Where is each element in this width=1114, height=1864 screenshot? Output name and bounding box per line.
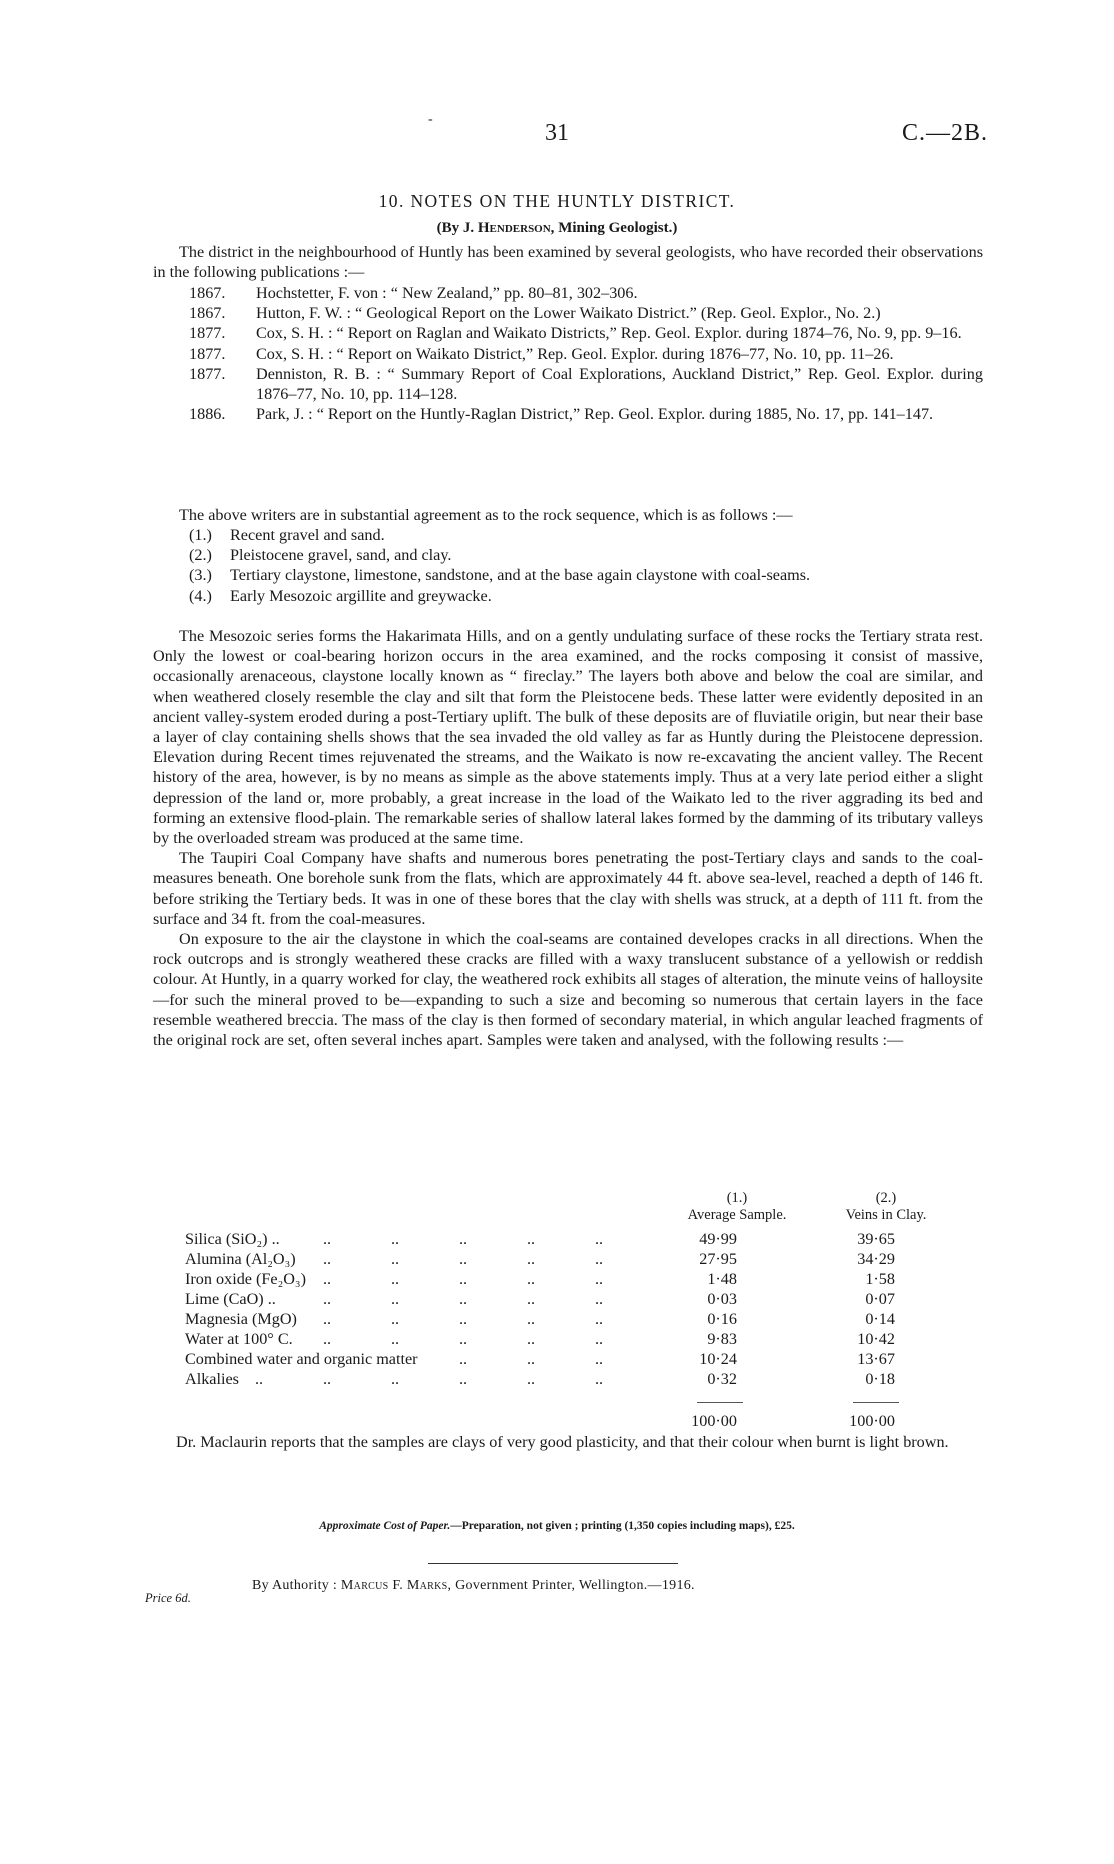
sequence-item <box>153 586 983 606</box>
sum-rule-2 <box>853 1402 899 1403</box>
row-label: Silica (SiO₂) .. <box>185 1230 280 1248</box>
leader-dots: .. <box>323 1290 332 1308</box>
row-label: Alkalies <box>185 1370 239 1388</box>
page-number: 31 <box>545 120 569 146</box>
leader-dots: .. <box>323 1310 332 1328</box>
value-average: 0·03 <box>707 1290 737 1308</box>
leader-dots: .. <box>527 1350 536 1368</box>
leader-dots: .. <box>527 1250 536 1268</box>
sequence-intro-text: The above writers are in substantial agreement as to the rock sequence, which is as follows :— <box>179 506 793 524</box>
cost-text: —Preparation, not given ; printing (1,350 copies including maps), £25. <box>450 1520 795 1532</box>
leader-dots: .. <box>255 1370 264 1388</box>
reference-item <box>153 404 983 424</box>
sequence-text: Early Mesozoic argillite and greywacke. <box>230 586 492 605</box>
total-row <box>185 1412 985 1432</box>
leader-dots: .. <box>459 1290 468 1308</box>
reference-text: Park, J. : “ Report on the Huntly-Raglan District,” Rep. Geol. Explor. during 1885, No. 17, pp. 141–147. <box>256 405 934 424</box>
author-role: Mining Geologist.) <box>558 220 678 236</box>
table-row <box>185 1270 985 1290</box>
sequence-number: (1.) <box>189 526 212 544</box>
reference-item <box>153 364 983 404</box>
table-row <box>185 1330 985 1350</box>
value-veins: 1·58 <box>865 1270 895 1288</box>
reference-text: Cox, S. H. : “ Report on Waikato District,” Rep. Geol. Explor. during 1876–77, No. 10, pp. 11–26. <box>256 344 894 363</box>
reference-item <box>153 303 983 323</box>
table-row <box>185 1350 985 1370</box>
sequence-item <box>153 545 983 565</box>
column-label: Average Sample. <box>687 1207 787 1223</box>
leader-dots: .. <box>595 1270 604 1288</box>
cost-note <box>0 1520 1114 1532</box>
leader-dots: .. <box>527 1310 536 1328</box>
sequence-text: Tertiary claystone, limestone, sandstone, and at the base again claystone with coal-seams. <box>230 566 811 585</box>
reference-year: 1886. <box>189 405 226 424</box>
reference-item <box>153 344 983 364</box>
sum-rule-1 <box>697 1402 743 1403</box>
reference-text: Denniston, R. B. : “ Summary Report of Coal Explorations, Auckland District,” Rep. Geol. Explor. during 1876–77, No. 10, pp. 114–128. <box>256 364 983 404</box>
authority-prefix: By Authority : <box>252 1578 338 1593</box>
leader-dots: .. <box>527 1370 536 1388</box>
table-row <box>185 1310 985 1330</box>
total-average: 100·00 <box>691 1412 737 1430</box>
article-byline <box>0 220 1114 237</box>
reference-list <box>153 283 983 424</box>
leader-dots: .. <box>391 1310 400 1328</box>
leader-dots: .. <box>391 1290 400 1308</box>
leader-dots: .. <box>459 1230 468 1248</box>
printer-name: Marcus F. Marks, <box>340 1578 452 1593</box>
leader-dots: .. <box>459 1250 468 1268</box>
leader-dots: .. <box>595 1350 604 1368</box>
value-veins: 39·65 <box>857 1230 895 1248</box>
authority-suffix: Government Printer, Wellington.—1916. <box>455 1578 695 1593</box>
leader-dots: .. <box>527 1230 536 1248</box>
value-average: 27·95 <box>699 1250 737 1268</box>
table-row <box>185 1230 985 1250</box>
article-title: 10. NOTES ON THE HUNTLY DISTRICT. <box>378 191 736 211</box>
sequence-intro <box>153 505 983 525</box>
leader-dots: .. <box>323 1230 332 1248</box>
column-header-1 <box>667 1190 807 1224</box>
reference-item <box>153 323 983 343</box>
price-note: Price 6d. <box>145 1591 191 1605</box>
column-number: (1.) <box>726 1190 748 1206</box>
value-veins: 0·14 <box>865 1310 895 1328</box>
leader-dots: .. <box>459 1310 468 1328</box>
value-average: 0·16 <box>707 1310 737 1328</box>
reference-year: 1877. <box>189 364 226 383</box>
leader-dots: .. <box>391 1330 400 1348</box>
leader-dots: .. <box>595 1310 604 1328</box>
value-average: 49·99 <box>699 1230 737 1248</box>
sequence-item <box>153 565 983 585</box>
body-paragraphs <box>153 626 983 1050</box>
value-average: 0·32 <box>707 1370 737 1388</box>
leader-dots: .. <box>391 1230 400 1248</box>
table-row <box>185 1290 985 1310</box>
leader-dots: .. <box>527 1290 536 1308</box>
value-average: 9·83 <box>707 1330 737 1348</box>
reference-text: Hutton, F. W. : “ Geological Report on the Lower Waikato District.” (Rep. Geol. Explor., No. 2.) <box>256 304 881 323</box>
sequence-number: (3.) <box>189 566 212 585</box>
leader-dots: .. <box>527 1330 536 1348</box>
leader-dots: .. <box>459 1370 468 1388</box>
leader-dots: .. <box>595 1370 604 1388</box>
table-row <box>185 1370 985 1390</box>
reference-text: Cox, S. H. : “ Report on Raglan and Waikato Districts,” Rep. Geol. Explor. during 1874–76, No. 9, pp. 9–16. <box>256 324 962 343</box>
leader-dots: .. <box>323 1370 332 1388</box>
print-mark: - <box>428 112 433 127</box>
leader-dots: .. <box>391 1270 400 1288</box>
page-code: C.—2B. <box>901 120 988 146</box>
cost-label: Approximate Cost of Paper. <box>319 1520 451 1532</box>
closing-paragraph <box>150 1432 983 1452</box>
column-label: Veins in Clay. <box>845 1207 927 1223</box>
leader-dots: .. <box>323 1330 332 1348</box>
leader-dots: .. <box>459 1330 468 1348</box>
intro-paragraph <box>153 242 983 282</box>
sequence-number: (2.) <box>189 546 212 565</box>
leader-dots: .. <box>391 1370 400 1388</box>
closing-text: Dr. Maclaurin reports that the samples are clays of very good plasticity, and that their colour when burnt is light brown. <box>176 1433 949 1451</box>
leader-dots: .. <box>595 1290 604 1308</box>
sequence-item <box>153 525 983 545</box>
value-veins: 34·29 <box>857 1250 895 1268</box>
leader-dots: .. <box>595 1230 604 1248</box>
value-veins: 10·42 <box>857 1330 895 1348</box>
row-label: Lime (CaO) .. <box>185 1290 276 1308</box>
column-number: (2.) <box>875 1190 897 1206</box>
value-veins: 0·18 <box>865 1370 895 1388</box>
author-name: Henderson, <box>477 220 555 236</box>
rock-sequence-list <box>153 525 983 606</box>
reference-year: 1867. <box>189 304 226 323</box>
reference-item <box>153 283 983 303</box>
paragraph-mesozoic: The Mesozoic series forms the Hakarimata Hills, and on a gently undulating surface of these rocks the Tertiary strata rest. Only the lowest or coal-bearing horizon occurs in the area examined, and the rocks composing it consist of massive, occasionally arenaceous, claystone locally known as “ fireclay.” The layers both above and below the coal are similar, and when weathered closely resemble the clay and silt that form the Pleistocene beds. These latter were evidently deposited in an ancient valley-system eroded during a post-Tertiary uplift. The bulk of these deposits are of fluviatile origin, but near their base a layer of clay containing shells shows that the sea invaded the old valley as far as Huntly during the Pleistocene depression. Elevation during Recent times rejuvenated the streams, and the Waikato is now re-excavating the ancient valley. The Recent history of the area, however, is by no means as simple as the above statements imply. Thus at a very late period either a slight depression of the land or, more probably, a great increase in the load of the Waikato led to the river aggrading its bed and forming an extensive flood-plain. The remarkable series of shallow lateral lakes formed by the damming of its tributary valleys by the overloaded stream was produced at the same time. <box>153 627 983 848</box>
printer-authority <box>252 1578 695 1594</box>
row-label: Iron oxide (Fe₂O₃) <box>185 1270 306 1288</box>
value-veins: 0·07 <box>865 1290 895 1308</box>
leader-dots: .. <box>527 1270 536 1288</box>
reference-text: Hochstetter, F. von : “ New Zealand,” pp. 80–81, 302–306. <box>256 284 638 302</box>
sequence-number: (4.) <box>189 586 212 605</box>
sequence-text: Pleistocene gravel, sand, and clay. <box>230 546 452 565</box>
reference-year: 1867. <box>189 284 226 302</box>
table-row <box>185 1250 985 1270</box>
leader-dots: .. <box>323 1270 332 1288</box>
leader-dots: .. <box>323 1250 332 1268</box>
sequence-text: Recent gravel and sand. <box>230 526 385 544</box>
row-label: Water at 100° C. <box>185 1330 293 1348</box>
leader-dots: .. <box>595 1330 604 1348</box>
row-label: Alumina (Al₂O₃) <box>185 1250 296 1268</box>
row-label: Combined water and organic matter <box>185 1350 418 1368</box>
intro-text: The district in the neighbourhood of Huntly has been examined by several geologists, who have recorded their observations in the following publications :— <box>153 243 983 282</box>
paragraph-claystone: On exposure to the air the claystone in which the coal-seams are contained developes cracks in all directions. When the rock outcrops and is strongly weathered these cracks are filled with a waxy translucent substance of a yellowish or reddish colour. At Huntly, in a quarry worked for clay, the weathered rock exhibits all stages of alteration, the minute veins of halloysite—for such the mineral proved to be—expanding to such a size and becoming so numerous that certain layers in the face resemble weathered breccia. The mass of the clay is then formed of secondary material, in which angular leached fragments of the original rock are set, often several inches apart. Samples were taken and analysed, with the following results :— <box>153 930 983 1050</box>
leader-dots: .. <box>595 1250 604 1268</box>
byline-prefix: (By J. <box>436 220 475 236</box>
paragraph-taupiri: The Taupiri Coal Company have shafts and numerous bores penetrating the post-Tertiary clays and sands to the coal-measures beneath. One borehole sunk from the flats, which are approximately 44 ft. above sea-level, reached a depth of 146 ft. before striking the Tertiary beds. It was in one of these bores that the clay with shells was struck, at a depth of 111 ft. from the surface and 34 ft. from the coal-measures. <box>153 849 983 928</box>
column-header-2 <box>821 1190 951 1224</box>
value-average: 1·48 <box>707 1270 737 1288</box>
reference-year: 1877. <box>189 324 226 343</box>
footer-rule <box>428 1563 678 1564</box>
reference-year: 1877. <box>189 344 226 363</box>
leader-dots: .. <box>391 1250 400 1268</box>
value-veins: 13·67 <box>857 1350 895 1368</box>
leader-dots: .. <box>459 1350 468 1368</box>
total-veins: 100·00 <box>849 1412 895 1430</box>
leader-dots: .. <box>459 1270 468 1288</box>
row-label: Magnesia (MgO) <box>185 1310 297 1328</box>
value-average: 10·24 <box>699 1350 737 1368</box>
